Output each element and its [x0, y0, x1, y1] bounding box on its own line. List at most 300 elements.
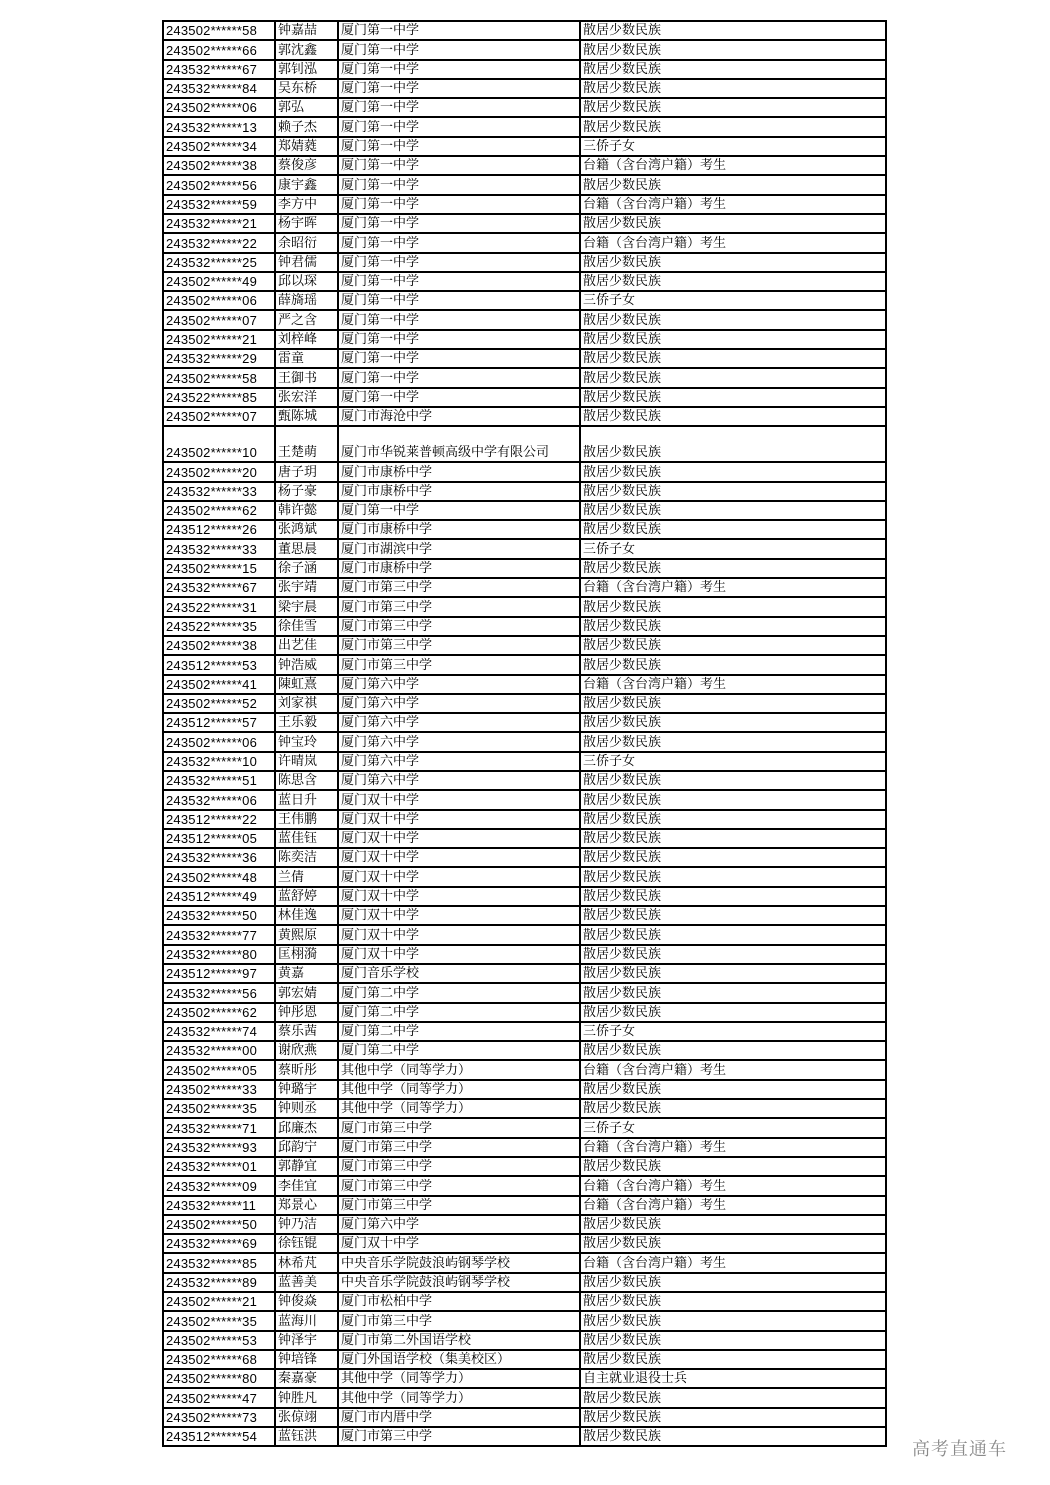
- candidate-id-cell: 243532******59: [164, 195, 275, 214]
- candidate-name-cell: 吴东桥: [275, 79, 338, 98]
- candidate-id-cell: 243502******33: [164, 1080, 275, 1099]
- category-cell: 散居少数民族: [580, 253, 885, 272]
- category-cell: 散居少数民族: [580, 117, 885, 136]
- table-row: [164, 1118, 885, 1137]
- category-cell: 散居少数民族: [580, 887, 885, 906]
- candidate-name-cell: 薛旖瑶: [275, 291, 338, 310]
- school-cell: 厦门市康桥中学: [338, 482, 580, 501]
- candidate-id-cell: 243502******58: [164, 22, 275, 40]
- table-row: [164, 752, 885, 771]
- category-cell: 散居少数民族: [580, 1311, 885, 1330]
- candidate-id-cell: 243502******73: [164, 1408, 275, 1427]
- candidate-name-cell: 李佳宜: [275, 1176, 338, 1195]
- school-cell: 其他中学（同等学力）: [338, 1099, 580, 1118]
- candidate-name-cell: 邱廉杰: [275, 1118, 338, 1137]
- candidate-id-cell: 243512******26: [164, 520, 275, 539]
- table-row: [164, 482, 885, 501]
- table-row: [164, 578, 885, 597]
- school-cell: 厦门第六中学: [338, 1215, 580, 1234]
- candidate-id-cell: 243502******38: [164, 156, 275, 175]
- candidate-name-cell: 甄陈城: [275, 407, 338, 426]
- school-cell: 其他中学（同等学力）: [338, 1369, 580, 1388]
- candidate-id-cell: 243532******21: [164, 214, 275, 233]
- school-cell: 厦门第一中学: [338, 60, 580, 79]
- candidate-name-cell: 张鸿斌: [275, 520, 338, 539]
- table-row: [164, 1022, 885, 1041]
- category-cell: 散居少数民族: [580, 694, 885, 713]
- school-cell: 厦门第一中学: [338, 501, 580, 520]
- school-cell: 厦门第一中学: [338, 22, 580, 40]
- candidate-id-cell: 243502******35: [164, 1099, 275, 1118]
- school-cell: 厦门音乐学校: [338, 964, 580, 983]
- candidate-name-cell: 郭宏婧: [275, 983, 338, 1002]
- candidate-id-cell: 243502******49: [164, 272, 275, 291]
- candidate-name-cell: 出艺佳: [275, 636, 338, 655]
- candidate-id-cell: 243502******66: [164, 40, 275, 59]
- school-cell: 厦门第一中学: [338, 195, 580, 214]
- candidate-id-cell: 243502******68: [164, 1350, 275, 1369]
- category-cell: 台籍（含台湾户籍）考生: [580, 1060, 885, 1079]
- category-cell: 散居少数民族: [580, 617, 885, 636]
- school-cell: 厦门市海沧中学: [338, 407, 580, 426]
- category-cell: 散居少数民族: [580, 1041, 885, 1060]
- candidate-id-cell: 243502******52: [164, 694, 275, 713]
- candidate-id-cell: 243532******36: [164, 848, 275, 867]
- school-cell: 厦门市第三中学: [338, 1311, 580, 1330]
- table-row: [164, 1157, 885, 1176]
- category-cell: 三侨子女: [580, 291, 885, 310]
- candidate-name-cell: 刘家祺: [275, 694, 338, 713]
- school-cell: 厦门第一中学: [338, 175, 580, 194]
- table-row: [164, 462, 885, 481]
- table-row: [164, 1253, 885, 1272]
- candidate-id-cell: 243522******85: [164, 388, 275, 407]
- table-row: [164, 330, 885, 349]
- category-cell: 散居少数民族: [580, 482, 885, 501]
- table-row: [164, 559, 885, 578]
- candidate-name-cell: 徐钰锟: [275, 1234, 338, 1253]
- candidate-name-cell: 蓝舒婷: [275, 887, 338, 906]
- category-cell: 散居少数民族: [580, 310, 885, 329]
- school-cell: 厦门第一中学: [338, 349, 580, 368]
- candidate-name-cell: 董思晨: [275, 539, 338, 558]
- candidate-name-cell: 蓝佳钰: [275, 829, 338, 848]
- candidate-id-cell: 243532******33: [164, 539, 275, 558]
- category-cell: 台籍（含台湾户籍）考生: [580, 1253, 885, 1272]
- candidate-id-cell: 243502******21: [164, 1292, 275, 1311]
- school-cell: 厦门第一中学: [338, 330, 580, 349]
- table-row: [164, 195, 885, 214]
- category-cell: 散居少数民族: [580, 40, 885, 59]
- table-row: [164, 253, 885, 272]
- candidate-id-cell: 243502******58: [164, 368, 275, 387]
- table-row: [164, 964, 885, 983]
- candidate-name-cell: 邱韵宁: [275, 1138, 338, 1157]
- table-row: [164, 426, 885, 462]
- candidate-name-cell: 黄嘉: [275, 964, 338, 983]
- school-cell: 厦门第一中学: [338, 117, 580, 136]
- table-row: [164, 867, 885, 886]
- table-row: [164, 1176, 885, 1195]
- table-row: [164, 983, 885, 1002]
- candidate-name-cell: 郭钊泓: [275, 60, 338, 79]
- category-cell: 散居少数民族: [580, 771, 885, 790]
- candidate-id-cell: 243502******35: [164, 1311, 275, 1330]
- school-cell: 厦门双十中学: [338, 867, 580, 886]
- table-row: [164, 98, 885, 117]
- candidate-id-cell: 243502******53: [164, 1331, 275, 1350]
- school-cell: 厦门市第二外国语学校: [338, 1331, 580, 1350]
- category-cell: 三侨子女: [580, 752, 885, 771]
- candidate-id-cell: 243502******06: [164, 291, 275, 310]
- candidate-id-cell: 243532******85: [164, 1253, 275, 1272]
- school-cell: 厦门第二中学: [338, 983, 580, 1002]
- table-row: [164, 1311, 885, 1330]
- school-cell: 厦门第一中学: [338, 310, 580, 329]
- candidate-name-cell: 钟彤恩: [275, 1003, 338, 1022]
- candidate-name-cell: 王楚萌: [275, 426, 338, 462]
- candidate-name-cell: 刘梓峰: [275, 330, 338, 349]
- table-row: [164, 636, 885, 655]
- table-row: [164, 1292, 885, 1311]
- candidate-name-cell: 钟俊焱: [275, 1292, 338, 1311]
- candidate-id-cell: 243532******71: [164, 1118, 275, 1137]
- school-cell: 厦门第一中学: [338, 40, 580, 59]
- table-row: [164, 60, 885, 79]
- candidate-id-cell: 243502******56: [164, 175, 275, 194]
- school-cell: 厦门双十中学: [338, 906, 580, 925]
- watermark-text: 高考直通车: [912, 1439, 1007, 1460]
- candidate-name-cell: 张宏洋: [275, 388, 338, 407]
- candidate-id-cell: 243512******97: [164, 964, 275, 983]
- school-cell: 厦门市第三中学: [338, 1427, 580, 1445]
- school-cell: 厦门市第三中学: [338, 655, 580, 674]
- school-cell: 厦门市第三中学: [338, 1196, 580, 1215]
- candidate-name-cell: 郭沈鑫: [275, 40, 338, 59]
- candidate-name-cell: 郭弘: [275, 98, 338, 117]
- candidate-name-cell: 许晴岚: [275, 752, 338, 771]
- school-cell: 厦门第一中学: [338, 156, 580, 175]
- table-row: [164, 520, 885, 539]
- candidate-id-cell: 243512******49: [164, 887, 275, 906]
- candidate-name-cell: 徐子涵: [275, 559, 338, 578]
- candidate-name-cell: 钟乃洁: [275, 1215, 338, 1234]
- category-cell: 散居少数民族: [580, 330, 885, 349]
- category-cell: 散居少数民族: [580, 1408, 885, 1427]
- school-cell: 厦门第一中学: [338, 253, 580, 272]
- table-row: [164, 1331, 885, 1350]
- candidate-name-cell: 钟君儒: [275, 253, 338, 272]
- category-cell: 三侨子女: [580, 1022, 885, 1041]
- school-cell: 厦门第六中学: [338, 713, 580, 732]
- school-cell: 厦门第一中学: [338, 98, 580, 117]
- school-cell: 厦门第一中学: [338, 388, 580, 407]
- candidate-name-cell: 钟嘉喆: [275, 22, 338, 40]
- candidate-name-cell: 林希芃: [275, 1253, 338, 1272]
- table-row: [164, 906, 885, 925]
- candidate-id-cell: 243502******34: [164, 137, 275, 156]
- school-cell: 厦门市第三中学: [338, 1157, 580, 1176]
- category-cell: 散居少数民族: [580, 925, 885, 944]
- table-row: [164, 732, 885, 751]
- school-cell: 厦门第一中学: [338, 137, 580, 156]
- table-row: [164, 137, 885, 156]
- candidate-name-cell: 王伟鹏: [275, 810, 338, 829]
- candidate-id-cell: 243532******29: [164, 349, 275, 368]
- roster-sheet: [162, 20, 887, 1447]
- school-cell: 厦门双十中学: [338, 790, 580, 809]
- candidate-name-cell: 李方中: [275, 195, 338, 214]
- school-cell: 中央音乐学院鼓浪屿钢琴学校: [338, 1253, 580, 1272]
- category-cell: 台籍（含台湾户籍）考生: [580, 1196, 885, 1215]
- table-row: [164, 388, 885, 407]
- candidate-id-cell: 243502******21: [164, 330, 275, 349]
- candidate-name-cell: 严之含: [275, 310, 338, 329]
- candidate-id-cell: 243532******33: [164, 482, 275, 501]
- candidate-name-cell: 杨子豪: [275, 482, 338, 501]
- school-cell: 厦门市康桥中学: [338, 559, 580, 578]
- candidate-id-cell: 243532******09: [164, 1176, 275, 1195]
- category-cell: 散居少数民族: [580, 214, 885, 233]
- candidate-name-cell: 谢欣燕: [275, 1041, 338, 1060]
- candidate-id-cell: 243502******47: [164, 1388, 275, 1407]
- candidate-name-cell: 钟泽宇: [275, 1331, 338, 1350]
- category-cell: 台籍（含台湾户籍）考生: [580, 1176, 885, 1195]
- school-cell: 厦门市第三中学: [338, 597, 580, 616]
- category-cell: 散居少数民族: [580, 349, 885, 368]
- candidate-name-cell: 唐子玥: [275, 462, 338, 481]
- candidate-name-cell: 钟璐宇: [275, 1080, 338, 1099]
- category-cell: 台籍（含台湾户籍）考生: [580, 233, 885, 252]
- table-row: [164, 368, 885, 387]
- candidate-id-cell: 243532******84: [164, 79, 275, 98]
- table-row: [164, 40, 885, 59]
- candidate-id-cell: 243502******48: [164, 867, 275, 886]
- school-cell: 厦门第一中学: [338, 291, 580, 310]
- table-row: [164, 175, 885, 194]
- candidate-id-cell: 243532******00: [164, 1041, 275, 1060]
- roster-table: [164, 22, 885, 1445]
- category-cell: 散居少数民族: [580, 388, 885, 407]
- table-row: [164, 1060, 885, 1079]
- candidate-id-cell: 243502******62: [164, 1003, 275, 1022]
- category-cell: 散居少数民族: [580, 983, 885, 1002]
- category-cell: 散居少数民族: [580, 79, 885, 98]
- category-cell: 散居少数民族: [580, 1388, 885, 1407]
- category-cell: 散居少数民族: [580, 60, 885, 79]
- table-row: [164, 310, 885, 329]
- candidate-id-cell: 243532******10: [164, 752, 275, 771]
- category-cell: 散居少数民族: [580, 22, 885, 40]
- school-cell: 厦门市第三中学: [338, 1118, 580, 1137]
- school-cell: 厦门双十中学: [338, 810, 580, 829]
- candidate-name-cell: 蔡昕彤: [275, 1060, 338, 1079]
- candidate-name-cell: 钟胜凡: [275, 1388, 338, 1407]
- category-cell: 台籍（含台湾户籍）考生: [580, 156, 885, 175]
- candidate-id-cell: 243532******69: [164, 1234, 275, 1253]
- category-cell: 散居少数民族: [580, 272, 885, 291]
- table-row: [164, 1273, 885, 1292]
- candidate-name-cell: 陈思含: [275, 771, 338, 790]
- table-row: [164, 117, 885, 136]
- table-row: [164, 1215, 885, 1234]
- category-cell: 三侨子女: [580, 137, 885, 156]
- candidate-name-cell: 梁宇晨: [275, 597, 338, 616]
- candidate-id-cell: 243502******38: [164, 636, 275, 655]
- candidate-name-cell: 陈奕洁: [275, 848, 338, 867]
- category-cell: 散居少数民族: [580, 906, 885, 925]
- candidate-name-cell: 赖子杰: [275, 117, 338, 136]
- candidate-name-cell: 钟则丞: [275, 1099, 338, 1118]
- category-cell: 散居少数民族: [580, 945, 885, 964]
- category-cell: 散居少数民族: [580, 1234, 885, 1253]
- school-cell: 厦门双十中学: [338, 945, 580, 964]
- category-cell: 散居少数民族: [580, 1273, 885, 1292]
- candidate-name-cell: 钟浩威: [275, 655, 338, 674]
- table-row: [164, 1003, 885, 1022]
- candidate-id-cell: 243502******10: [164, 426, 275, 462]
- candidate-id-cell: 243502******41: [164, 675, 275, 694]
- school-cell: 其他中学（同等学力）: [338, 1080, 580, 1099]
- table-row: [164, 1234, 885, 1253]
- candidate-id-cell: 243532******22: [164, 233, 275, 252]
- candidate-id-cell: 243532******67: [164, 578, 275, 597]
- category-cell: 散居少数民族: [580, 1350, 885, 1369]
- category-cell: 散居少数民族: [580, 867, 885, 886]
- school-cell: 厦门第二中学: [338, 1041, 580, 1060]
- category-cell: 散居少数民族: [580, 1080, 885, 1099]
- school-cell: 厦门双十中学: [338, 848, 580, 867]
- candidate-name-cell: 兰倩: [275, 867, 338, 886]
- table-row: [164, 617, 885, 636]
- candidate-name-cell: 蔡乐茜: [275, 1022, 338, 1041]
- candidate-name-cell: 王乐毅: [275, 713, 338, 732]
- category-cell: 散居少数民族: [580, 848, 885, 867]
- category-cell: 散居少数民族: [580, 1215, 885, 1234]
- category-cell: 散居少数民族: [580, 597, 885, 616]
- candidate-id-cell: 243512******22: [164, 810, 275, 829]
- table-row: [164, 848, 885, 867]
- category-cell: 三侨子女: [580, 539, 885, 558]
- candidate-id-cell: 243532******56: [164, 983, 275, 1002]
- category-cell: 散居少数民族: [580, 1003, 885, 1022]
- school-cell: 中央音乐学院鼓浪屿钢琴学校: [338, 1273, 580, 1292]
- school-cell: 厦门第一中学: [338, 214, 580, 233]
- candidate-name-cell: 张倞翊: [275, 1408, 338, 1427]
- school-cell: 厦门市湖滨中学: [338, 539, 580, 558]
- category-cell: 散居少数民族: [580, 713, 885, 732]
- school-cell: 厦门市华锐莱普顿高级中学有限公司: [338, 426, 580, 462]
- table-row: [164, 407, 885, 426]
- category-cell: 散居少数民族: [580, 732, 885, 751]
- table-row: [164, 1099, 885, 1118]
- category-cell: 散居少数民族: [580, 407, 885, 426]
- roster-table-body: [164, 22, 885, 1445]
- table-row: [164, 291, 885, 310]
- category-cell: 散居少数民族: [580, 964, 885, 983]
- category-cell: 自主就业退役士兵: [580, 1369, 885, 1388]
- candidate-name-cell: 钟宝玲: [275, 732, 338, 751]
- table-row: [164, 945, 885, 964]
- candidate-id-cell: 243502******06: [164, 98, 275, 117]
- category-cell: 散居少数民族: [580, 810, 885, 829]
- category-cell: 散居少数民族: [580, 636, 885, 655]
- school-cell: 其他中学（同等学力）: [338, 1388, 580, 1407]
- table-row: [164, 501, 885, 520]
- school-cell: 厦门第一中学: [338, 368, 580, 387]
- candidate-id-cell: 243502******06: [164, 732, 275, 751]
- candidate-name-cell: 郑婧蕤: [275, 137, 338, 156]
- candidate-name-cell: 郭静宜: [275, 1157, 338, 1176]
- school-cell: 厦门第一中学: [338, 233, 580, 252]
- category-cell: 散居少数民族: [580, 175, 885, 194]
- candidate-id-cell: 243532******13: [164, 117, 275, 136]
- table-row: [164, 79, 885, 98]
- table-row: [164, 1369, 885, 1388]
- table-row: [164, 790, 885, 809]
- school-cell: 厦门第二中学: [338, 1022, 580, 1041]
- table-row: [164, 233, 885, 252]
- category-cell: 散居少数民族: [580, 520, 885, 539]
- candidate-name-cell: 秦嘉豪: [275, 1369, 338, 1388]
- candidate-name-cell: 蓝钰洪: [275, 1427, 338, 1445]
- candidate-name-cell: 康宇鑫: [275, 175, 338, 194]
- table-row: [164, 713, 885, 732]
- candidate-name-cell: 陳虹熹: [275, 675, 338, 694]
- category-cell: 散居少数民族: [580, 829, 885, 848]
- table-row: [164, 1350, 885, 1369]
- candidate-id-cell: 243502******05: [164, 1060, 275, 1079]
- candidate-id-cell: 243532******50: [164, 906, 275, 925]
- category-cell: 台籍（含台湾户籍）考生: [580, 1138, 885, 1157]
- candidate-name-cell: 黄熙原: [275, 925, 338, 944]
- category-cell: 散居少数民族: [580, 790, 885, 809]
- school-cell: 厦门市内厝中学: [338, 1408, 580, 1427]
- candidate-id-cell: 243512******57: [164, 713, 275, 732]
- table-row: [164, 22, 885, 40]
- table-row: [164, 1080, 885, 1099]
- candidate-id-cell: 243522******31: [164, 597, 275, 616]
- candidate-id-cell: 243502******07: [164, 310, 275, 329]
- table-row: [164, 1138, 885, 1157]
- table-row: [164, 539, 885, 558]
- candidate-id-cell: 243502******20: [164, 462, 275, 481]
- candidate-id-cell: 243512******05: [164, 829, 275, 848]
- school-cell: 厦门第六中学: [338, 694, 580, 713]
- school-cell: 厦门第六中学: [338, 675, 580, 694]
- candidate-name-cell: 余昭衍: [275, 233, 338, 252]
- candidate-name-cell: 蓝日升: [275, 790, 338, 809]
- candidate-name-cell: 邱以琛: [275, 272, 338, 291]
- category-cell: 散居少数民族: [580, 501, 885, 520]
- table-row: [164, 1196, 885, 1215]
- table-row: [164, 156, 885, 175]
- school-cell: 厦门市第三中学: [338, 617, 580, 636]
- candidate-id-cell: 243532******93: [164, 1138, 275, 1157]
- candidate-id-cell: 243502******62: [164, 501, 275, 520]
- candidate-id-cell: 243522******35: [164, 617, 275, 636]
- table-row: [164, 214, 885, 233]
- table-row: [164, 349, 885, 368]
- candidate-id-cell: 243532******06: [164, 790, 275, 809]
- category-cell: 散居少数民族: [580, 1099, 885, 1118]
- candidate-name-cell: 匡栩漪: [275, 945, 338, 964]
- table-row: [164, 771, 885, 790]
- candidate-id-cell: 243502******50: [164, 1215, 275, 1234]
- school-cell: 厦门市松柏中学: [338, 1292, 580, 1311]
- category-cell: 散居少数民族: [580, 98, 885, 117]
- candidate-name-cell: 蔡俊彦: [275, 156, 338, 175]
